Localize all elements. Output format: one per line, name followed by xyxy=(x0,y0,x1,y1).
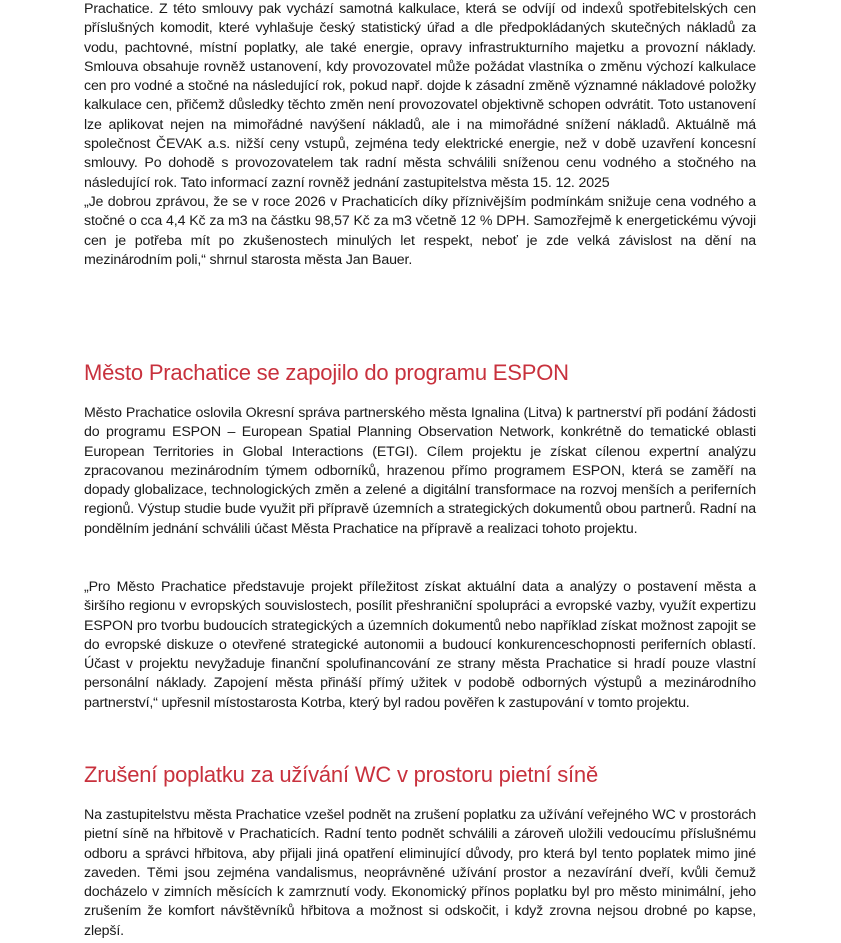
heading-wc-fee: Zrušení poplatku za užívání WC v prostoru pietní síně xyxy=(84,762,598,787)
paragraph-espon-quote: „Pro Město Prachatice představuje projekt příležitost získat aktuální data a analýzy o postavení města a širšího regionu v evropských souvislostech, posílit přeshraniční spolupráci a evropské vazby, využít expertizu ESPON pro tvorbu budoucích strategických a územních dokumentů nebo například získat možnost zapojit se do evropské diskuze o otevřené strategické autonomii a budoucí konkurenceschopnosti periferních oblastí. Účast v projektu nevyžaduje finanční spolufinancování ze strany města Prachatice si hradí pouze vlastní personální náklady. Zapojení města přináší přímý užitek v podobě odborných výstupů a mezinárodního partnerství,“ upřesnil místostarosta Kotrba, který byl radou pověřen k zastupování v tomto projektu. xyxy=(84,579,756,711)
heading-espon: Město Prachatice se zapojilo do programu ESPON xyxy=(84,360,569,385)
paragraph-mayor-quote: „Je dobrou zprávou, že se v roce 2026 v Prachaticích díky příznivějším podmínkám snižuje cena vodného a stočné o cca 4,4 Kč za m3 na částku 98,57 Kč za m3 včetně 12 % DPH. Samozřejmě k energetickému vývoji cen je potřeba mít po zkušenostech minulých let respekt, neboť je zde velká závislost na dění na mezinárodním poli,“ shrnul starosta města Jan Bauer. xyxy=(84,194,756,268)
paragraph-water-calculation: Prachatice. Z této smlouvy pak vychází samotná kalkulace, která se odvíjí od indexů spotřebitelských cen příslušných komodit, které vyhlašuje český statistický úřad a dle předpokládaných skutečných nákladů za vodu, pachtovné, místní poplatky, ale také energie, opravy infrastrukturního majetku a provozní náklady. Smlouva obsahuje rovněž ustanovení, kdy provozovatel může požádat vlastníka o změnu výchozí kalkulace cen pro vodné a stočné na následující rok, pokud např. dojde k zásadní změně významné nákladové položky kalkulace cen, přičemž důsledky těchto změn není provozovatel objektivně schopen odvrátit. Toto ustanovení lze aplikovat nejen na mimořádné navýšení nákladů, ale i na mimořádné snížení nákladů. Aktuálně má společnost ČEVAK a.s. nižší ceny vstupů, zejména tedy elektrické energie, než v době uzavření koncesní smlouvy. Po dohodě s provozovatelem tak radní města schválili sníženou cenu vodného a stočného na následující rok. Tato informací zazní rovněž jednání zastupitelstva města 15. 12. 2025 xyxy=(84,1,756,191)
paragraph-wc-fee: Na zastupitelstvu města Prachatice vzešel podnět na zrušení poplatku za užívání veřejného WC v prostorách pietní síně na hřbitově v Prachaticích. Radní tento podnět schválili a zároveň uložili vedoucímu příslušnému odboru a správci hřbitova, aby přijali jiná opatření eliminující důvody, pro která byl tento poplatek mimo jiné zaveden. Těmi jsou zejména vandalismus, neoprávněné užívání prostor a nezavírání dveří, kvůli čemuž docházelo v zimních měsících k zamrznutí vody. Ekonomický přínos poplatku byl pro město minimální, jeho zrušením že komfort návštěvníků hřbitova a možnost si odskočit, i když zrovna nejsou drobné po kapse, zlepší. xyxy=(84,807,756,939)
paragraph-espon-main: Město Prachatice oslovila Okresní správa partnerského města Ignalina (Litva) k partnerství při podání žádosti do programu ESPON – European Spatial Planning Observation Network, konkrétně do tematické oblasti European Territories in Global Interactions (ETGI). Cílem projektu je získat cílenou expertní analýzu zpracovanou mezinárodním týmem odborníků, hrazenou přímo programem ESPON, která se zaměří na dopady globalizace, technologických změn a zelené a digitální transformace na rozvoj menších a periferních regionů. Výstup studie bude využit při přípravě územních a strategických dokumentů obou partnerů. Radní na pondělním jednání schválili účast Města Prachatice na přípravě a realizaci tohoto projektu. xyxy=(84,405,756,537)
